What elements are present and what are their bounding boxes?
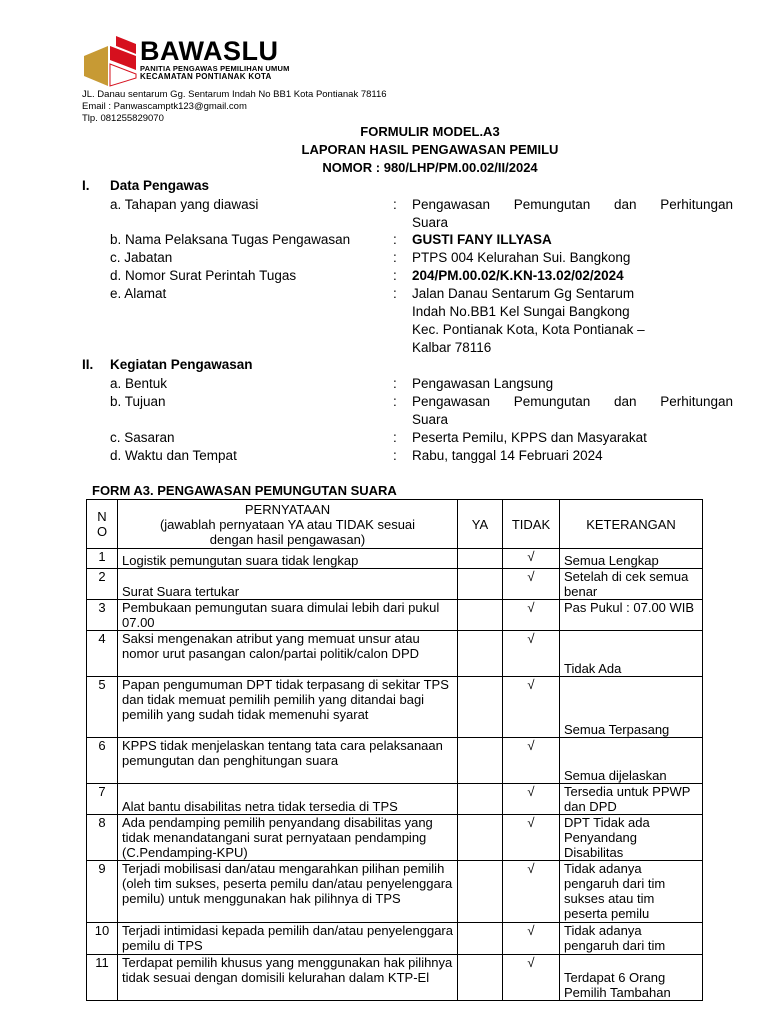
item-label: b. Tujuan [110, 394, 166, 409]
row-number: 3 [87, 600, 118, 631]
email-line: Email : Panwascamptk123@gmail.com [82, 101, 247, 112]
table-row [87, 677, 703, 738]
row-tidak-check: √ [503, 955, 560, 1001]
table-row [87, 784, 703, 815]
table-row [87, 631, 703, 677]
row-number: 7 [87, 784, 118, 815]
row-statement: Terjadi mobilisasi dan/atau mengarahkan pilihan pemilih (oleh tim sukses, peserta pemilu dan/atau penyelenggara pemilu) untuk menggunakan hak pilihnya di TPS [118, 861, 458, 923]
row-number: 10 [87, 923, 118, 955]
row-tidak-check: √ [503, 784, 560, 815]
row-statement: Ada pendamping pemilih penyandang disabilitas yang tidak menandatangani surat pernyataan pendamping (C.Pendamping-KPU) [118, 815, 458, 861]
row-tidak-check: √ [503, 738, 560, 784]
colon: : [393, 197, 397, 212]
row-tidak-check: √ [503, 569, 560, 600]
row-statement: Saksi mengenakan atribut yang memuat unsur atau nomor urut pasangan calon/partai politik/calon DPD [118, 631, 458, 677]
item-label: d. Waktu dan Tempat [110, 448, 237, 463]
address-value [412, 285, 733, 357]
row-ya [458, 861, 503, 923]
row-ya [458, 600, 503, 631]
value-line: Jalan Danau Sentarum Gg Sentarum [412, 286, 635, 301]
row-ya [458, 784, 503, 815]
row-number: 4 [87, 631, 118, 677]
item-value: Pengawasan Langsung [412, 376, 554, 391]
value-line: Suara [412, 412, 449, 427]
assignment-number: 204/PM.00.02/K.KN-13.02/02/2024 [412, 268, 624, 283]
supervisor-name: GUSTI FANY ILLYASA [412, 232, 552, 247]
row-statement: KPPS tidak menjelaskan tentang tata cara pelaksanaan pemungutan dan penghitungan suara [118, 738, 458, 784]
row-keterangan: Setelah di cek semua benar [560, 569, 703, 600]
colon: : [393, 232, 397, 247]
supervision-table [86, 499, 703, 1001]
table-row [87, 923, 703, 955]
header-tidak: TIDAK [503, 500, 560, 549]
colon: : [393, 394, 397, 409]
row-keterangan: Semua dijelaskan [560, 738, 703, 784]
report-title: LAPORAN HASIL PENGAWASAN PEMILU [301, 142, 559, 157]
table-row [87, 815, 703, 861]
header-text: (jawablah pernyataan YA atau TIDAK sesuai [159, 516, 416, 532]
row-keterangan: Terdapat 6 Orang Pemilih Tambahan [560, 955, 703, 1001]
row-number: 1 [87, 549, 118, 569]
value-line: Suara [412, 215, 449, 230]
address-line: JL. Danau sentarum Gg. Sentarum Indah No BB1 Kota Pontianak 78116 [82, 89, 387, 100]
row-keterangan: Tidak Ada [560, 631, 703, 677]
table-row [87, 955, 703, 1001]
header-no [87, 500, 118, 549]
bawaslu-logo-icon [82, 36, 140, 88]
row-statement: Terjadi intimidasi kepada pemilih dan/atau penyelenggara pemilu di TPS [118, 923, 458, 955]
row-number: 5 [87, 677, 118, 738]
header-text: dengan hasil pengawasan) [209, 531, 366, 547]
section-1-number: I. [82, 178, 90, 193]
row-keterangan: Tidak adanya pengaruh dari tim sukses atau tim peserta pemilu [560, 861, 703, 923]
item-value [412, 196, 733, 232]
header-keterangan: KETERANGAN [560, 500, 703, 549]
value-line: Indah No.BB1 Kel Sungai Bangkong [412, 304, 630, 319]
value-line: Pengawasan Pemungutan dan Perhitungan [412, 197, 733, 212]
table-row [87, 861, 703, 923]
row-statement: Papan pengumuman DPT tidak terpasang di sekitar TPS dan tidak memuat pemilih pemilih yang ditandai bagi pemilih yang sudah tidak memenuhi syarat [118, 677, 458, 738]
row-tidak-check: √ [503, 549, 560, 569]
item-label: d. Nomor Surat Perintah Tugas [110, 268, 297, 283]
row-keterangan: Pas Pukul : 07.00 WIB [560, 600, 703, 631]
colon: : [393, 448, 397, 463]
row-ya [458, 738, 503, 784]
item-value: PTPS 004 Kelurahan Sui. Bangkong [412, 250, 631, 265]
value-line: Kec. Pontianak Kota, Kota Pontianak – [412, 322, 645, 337]
row-keterangan: Semua Terpasang [560, 677, 703, 738]
row-tidak-check: √ [503, 815, 560, 861]
org-line-2: KECAMATAN PONTIANAK KOTA [140, 72, 272, 81]
value-line: Pengawasan Pemungutan dan Perhitungan [412, 394, 733, 409]
header-text: N [97, 509, 107, 524]
section-2-title: Kegiatan Pengawasan [110, 357, 253, 372]
row-ya [458, 569, 503, 600]
row-statement: Logistik pemungutan suara tidak lengkap [118, 549, 458, 569]
row-ya [458, 549, 503, 569]
item-label: c. Jabatan [110, 250, 173, 265]
item-value [412, 393, 733, 429]
row-statement: Surat Suara tertukar [118, 569, 458, 600]
row-ya [458, 677, 503, 738]
org-line-1: PANITIA PENGAWAS PEMILIHAN UMUM [140, 64, 290, 73]
report-number: NOMOR : 980/LHP/PM.00.02/II/2024 [322, 160, 538, 175]
colon: : [393, 268, 397, 283]
row-number: 9 [87, 861, 118, 923]
row-statement: Terdapat pemilih khusus yang menggunakan hak pilihnya tidak sesuai dengan domisili kelurahan dalam KTP-El [118, 955, 458, 1001]
row-keterangan: Tersedia untuk PPWP dan DPD [560, 784, 703, 815]
form-model-title: FORMULIR MODEL.A3 [360, 124, 500, 139]
row-tidak-check: √ [503, 631, 560, 677]
header-text: O [96, 524, 108, 539]
row-tidak-check: √ [503, 923, 560, 955]
colon: : [393, 250, 397, 265]
item-label: b. Nama Pelaksana Tugas Pengawasan [110, 232, 351, 247]
item-label: a. Bentuk [110, 376, 168, 391]
item-label: c. Sasaran [110, 430, 175, 445]
section-2-number: II. [82, 357, 94, 372]
brand-name: BAWASLU [140, 36, 279, 66]
table-row [87, 600, 703, 631]
row-keterangan: Semua Lengkap [560, 549, 703, 569]
row-ya [458, 815, 503, 861]
row-statement: Alat bantu disabilitas netra tidak tersedia di TPS [118, 784, 458, 815]
section-1-title: Data Pengawas [110, 178, 210, 193]
header-ya: YA [458, 500, 503, 549]
colon: : [393, 376, 397, 391]
table-row [87, 549, 703, 569]
value-line: Kalbar 78116 [412, 340, 492, 355]
row-number: 8 [87, 815, 118, 861]
item-value: Rabu, tanggal 14 Februari 2024 [412, 448, 603, 463]
row-number: 2 [87, 569, 118, 600]
table-header-row [87, 500, 703, 549]
item-label: a. Tahapan yang diawasi [110, 197, 259, 212]
row-number: 6 [87, 738, 118, 784]
row-keterangan: Tidak adanya pengaruh dari tim [560, 923, 703, 955]
phone-line: Tlp. 081255829070 [82, 113, 164, 124]
row-ya [458, 955, 503, 1001]
row-tidak-check: √ [503, 677, 560, 738]
header-text: PERNYATAAN [244, 501, 331, 517]
item-value: Peserta Pemilu, KPPS dan Masyarakat [412, 430, 647, 445]
row-number: 11 [87, 955, 118, 1001]
table-row [87, 569, 703, 600]
row-ya [458, 923, 503, 955]
row-ya [458, 631, 503, 677]
item-label: e. Alamat [110, 286, 167, 301]
row-tidak-check: √ [503, 600, 560, 631]
row-statement: Pembukaan pemungutan suara dimulai lebih dari pukul 07.00 [118, 600, 458, 631]
table-row [87, 738, 703, 784]
row-tidak-check: √ [503, 861, 560, 923]
form-a3-title: FORM A3. PENGAWASAN PEMUNGUTAN SUARA [92, 483, 397, 498]
row-keterangan: DPT Tidak ada Penyandang Disabilitas [560, 815, 703, 861]
header-statement [118, 500, 458, 549]
colon: : [393, 286, 397, 301]
colon: : [393, 430, 397, 445]
